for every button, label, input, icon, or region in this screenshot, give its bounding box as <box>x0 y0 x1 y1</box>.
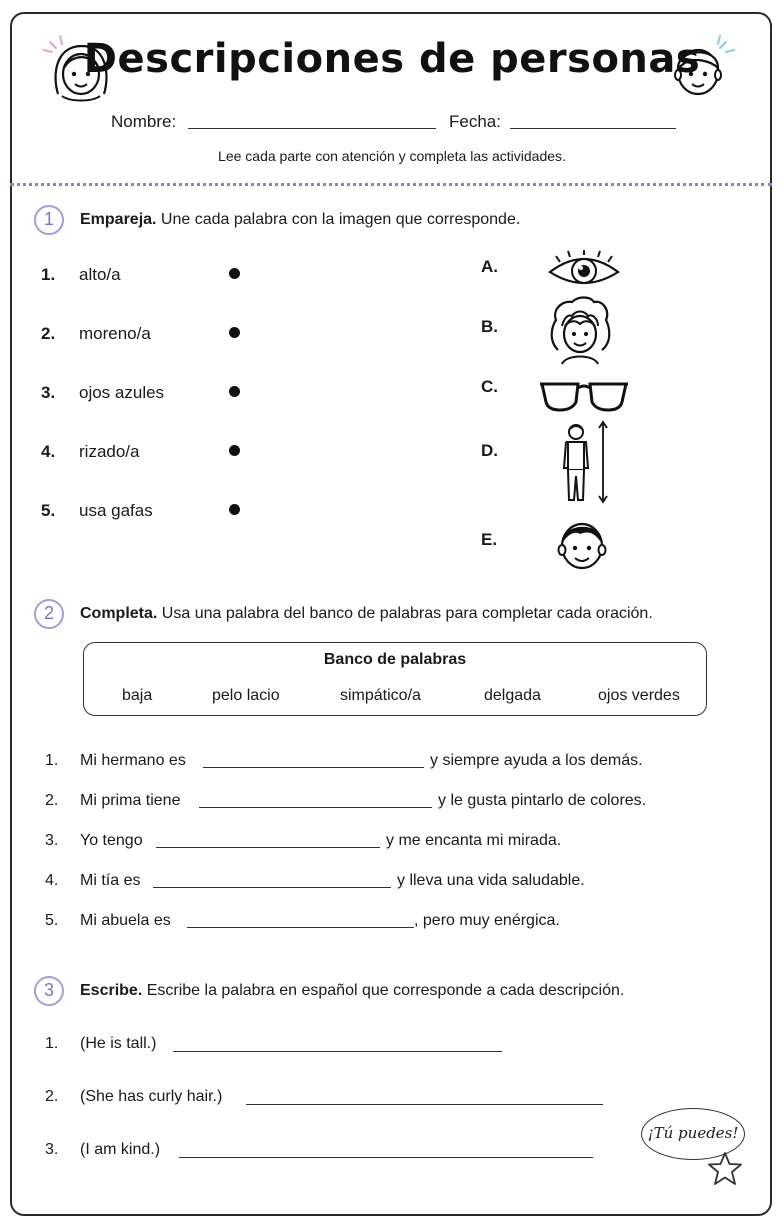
picture-letter-c: C. <box>481 377 498 396</box>
match-item-number: 5. <box>41 501 56 520</box>
eye-icon[interactable] <box>546 250 622 290</box>
word-bank-title: Banco de palabras <box>323 651 467 668</box>
word-bank <box>83 642 707 716</box>
translation-number: 1. <box>45 1035 59 1052</box>
section-2-badge: 2 <box>34 599 64 629</box>
encouragement-bubble: ¡Tú puedes! <box>641 1108 745 1160</box>
glasses-icon[interactable] <box>538 378 630 414</box>
sentence-start: Mi prima tiene <box>80 792 181 809</box>
match-item: usa gafas <box>79 501 153 520</box>
picture-letter-d: D. <box>481 441 498 460</box>
date-field[interactable] <box>510 128 676 129</box>
match-item-number: 3. <box>41 383 56 402</box>
sentence-number: 2. <box>45 792 59 809</box>
bank-word: delgada <box>484 687 541 704</box>
sentence-number: 4. <box>45 872 59 889</box>
bank-word: baja <box>122 687 153 704</box>
match-item-number: 2. <box>41 324 56 343</box>
blank-field[interactable] <box>203 767 424 768</box>
sentence-end: y me encanta mi mirada. <box>386 832 562 849</box>
blank-field[interactable] <box>187 927 414 928</box>
section-3-title: Escribe. Escribe la palabra en español que corresponde a cada descripción. <box>80 982 625 999</box>
answer-line[interactable] <box>179 1157 593 1158</box>
bank-word: pelo lacio <box>212 687 280 704</box>
bank-word: ojos verdes <box>598 687 680 704</box>
bank-word: simpático/a <box>340 687 421 704</box>
blank-field[interactable] <box>199 807 432 808</box>
section-1-title: Empareja. Une cada palabra con la imagen que corresponde. <box>80 211 521 228</box>
section-3-badge: 3 <box>34 976 64 1006</box>
curly-hair-girl-icon[interactable] <box>548 296 612 366</box>
match-item-number: 1. <box>41 265 56 284</box>
sentence-start: Mi abuela es <box>80 912 171 929</box>
tall-person-icon[interactable] <box>556 418 612 506</box>
name-label: Nombre: <box>111 112 177 131</box>
answer-line[interactable] <box>246 1104 603 1105</box>
blank-field[interactable] <box>153 887 391 888</box>
sentence-number: 3. <box>45 832 59 849</box>
name-field[interactable] <box>188 128 436 129</box>
match-dot[interactable] <box>229 327 240 338</box>
sentence-start: Mi tía es <box>80 872 141 889</box>
translation-prompt: (She has curly hair.) <box>80 1088 223 1105</box>
sentence-end: , pero muy enérgica. <box>414 912 560 929</box>
sentence-end: y siempre ayuda a los demás. <box>430 752 643 769</box>
translation-number: 3. <box>45 1141 59 1158</box>
star-icon <box>706 1150 744 1188</box>
match-dot[interactable] <box>229 386 240 397</box>
section-2-title: Completa. Usa una palabra del banco de palabras para completar cada oración. <box>80 605 653 622</box>
sentence-end: y lleva una vida saludable. <box>397 872 585 889</box>
date-label: Fecha: <box>449 112 501 131</box>
sentence-end: y le gusta pintarlo de colores. <box>438 792 647 809</box>
translation-number: 2. <box>45 1088 59 1105</box>
sentence-start: Mi hermano es <box>80 752 186 769</box>
sentence-start: Yo tengo <box>80 832 143 849</box>
picture-letter-b: B. <box>481 317 498 336</box>
match-item: alto/a <box>79 265 121 284</box>
picture-letter-a: A. <box>481 257 498 276</box>
dark-hair-boy-icon[interactable] <box>550 510 614 576</box>
match-item-number: 4. <box>41 442 56 461</box>
match-dot[interactable] <box>229 268 240 279</box>
page-title: Descripciones de personas <box>83 36 701 82</box>
section-1-badge: 1 <box>34 205 64 235</box>
match-dot[interactable] <box>229 445 240 456</box>
match-item: moreno/a <box>79 324 151 343</box>
translation-prompt: (He is tall.) <box>80 1035 157 1052</box>
instructions: Lee cada parte con atención y completa las actividades. <box>218 148 566 164</box>
sentence-number: 1. <box>45 752 59 769</box>
picture-letter-e: E. <box>481 530 498 549</box>
sentence-number: 5. <box>45 912 59 929</box>
match-item: rizado/a <box>79 442 140 461</box>
blank-field[interactable] <box>156 847 380 848</box>
match-dot[interactable] <box>229 504 240 515</box>
translation-prompt: (I am kind.) <box>80 1141 161 1158</box>
dotted-divider <box>10 183 772 186</box>
answer-line[interactable] <box>173 1051 502 1052</box>
match-item: ojos azules <box>79 383 165 402</box>
